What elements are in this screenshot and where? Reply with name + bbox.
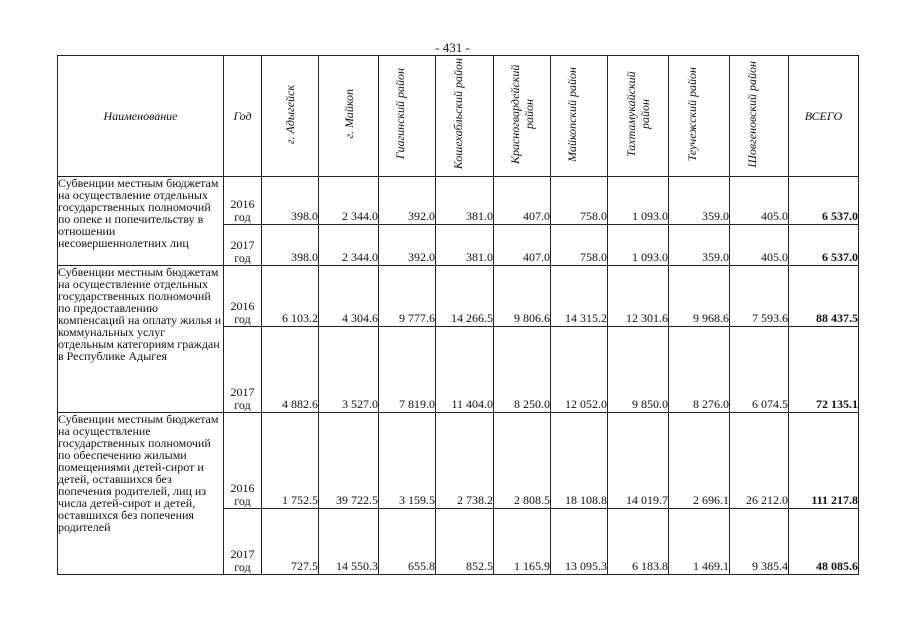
cell-value: 4 304.6 <box>319 266 379 327</box>
cell-value: 758.0 <box>551 177 608 225</box>
table-row <box>58 266 859 327</box>
cell-value: 407.0 <box>494 177 551 225</box>
row-year: 2017 год <box>224 509 262 575</box>
header-col-label: Шовгеновский район <box>745 60 759 168</box>
cell-value: 18 108.8 <box>551 413 608 509</box>
cell-value: 398.0 <box>262 177 319 225</box>
cell-value: 14 019.7 <box>608 413 669 509</box>
header-row <box>58 56 859 177</box>
cell-value: 11 404.0 <box>436 327 494 413</box>
cell-value: 9 850.0 <box>608 327 669 413</box>
cell-value: 14 266.5 <box>436 266 494 327</box>
cell-total: 88 437.5 <box>789 266 859 327</box>
cell-value: 2 344.0 <box>319 225 379 266</box>
header-col-label: Тахтамукайский район <box>624 71 652 157</box>
cell-total: 111 217.8 <box>789 413 859 509</box>
cell-value: 9 968.6 <box>669 266 730 327</box>
cell-value: 9 385.4 <box>730 509 789 575</box>
cell-total: 72 135.1 <box>789 327 859 413</box>
cell-value: 6 103.2 <box>262 266 319 327</box>
row-year: 2017 год <box>224 327 262 413</box>
cell-value: 359.0 <box>669 225 730 266</box>
header-col <box>551 56 608 177</box>
cell-value: 14 550.3 <box>319 509 379 575</box>
header-col-label: Красногвардейский район <box>508 64 536 164</box>
header-col <box>379 56 436 177</box>
header-col <box>669 56 730 177</box>
cell-value: 2 344.0 <box>319 177 379 225</box>
page-number: - 431 - <box>435 40 470 55</box>
cell-total: 6 537.0 <box>789 225 859 266</box>
cell-value: 1 469.1 <box>669 509 730 575</box>
cell-value: 2 696.1 <box>669 413 730 509</box>
cell-value: 2 738.2 <box>436 413 494 509</box>
cell-value: 13 095.3 <box>551 509 608 575</box>
cell-value: 6 183.8 <box>608 509 669 575</box>
cell-value: 8 250.0 <box>494 327 551 413</box>
header-col <box>730 56 789 177</box>
cell-value: 1 165.9 <box>494 509 551 575</box>
header-col <box>608 56 669 177</box>
cell-value: 758.0 <box>551 225 608 266</box>
cell-value: 2 808.5 <box>494 413 551 509</box>
cell-value: 1 752.5 <box>262 413 319 509</box>
cell-value: 359.0 <box>669 177 730 225</box>
row-name: Субвенции местным бюджетам на осуществление отдельных государственных полномочий по опеке и попечительству в отношении несовершеннолетних лиц <box>58 177 224 266</box>
header-year: Год <box>224 56 262 177</box>
cell-value: 1 093.0 <box>608 225 669 266</box>
row-year: 2016 год <box>224 413 262 509</box>
cell-value: 407.0 <box>494 225 551 266</box>
header-col-label: Теучежский район <box>685 66 699 162</box>
cell-value: 7 819.0 <box>379 327 436 413</box>
row-year: 2017 год <box>224 225 262 266</box>
cell-value: 405.0 <box>730 225 789 266</box>
cell-value: 12 052.0 <box>551 327 608 413</box>
header-col-label: г. Майкоп <box>341 89 356 139</box>
table-row <box>58 413 859 509</box>
cell-value: 14 315.2 <box>551 266 608 327</box>
table-row <box>58 177 859 225</box>
cell-value: 6 074.5 <box>730 327 789 413</box>
cell-value: 3 527.0 <box>319 327 379 413</box>
header-col-label: Кошехабльский район <box>450 58 465 170</box>
cell-value: 727.5 <box>262 509 319 575</box>
header-col-label: Гиагинский район <box>393 68 407 160</box>
cell-value: 4 882.6 <box>262 327 319 413</box>
cell-total: 6 537.0 <box>789 177 859 225</box>
row-name: Субвенции местным бюджетам на осуществление отдельных государственных полномочий по предоставлению компенсаций на оплату жилья и коммунальных услуг отдельным категориям граждан в Республике Адыгея <box>58 266 224 413</box>
cell-value: 7 593.6 <box>730 266 789 327</box>
row-year: 2016 год <box>224 266 262 327</box>
cell-value: 852.5 <box>436 509 494 575</box>
cell-value: 9 806.6 <box>494 266 551 327</box>
cell-value: 655.8 <box>379 509 436 575</box>
row-year: 2016 год <box>224 177 262 225</box>
header-col <box>319 56 379 177</box>
cell-value: 9 777.6 <box>379 266 436 327</box>
header-total: ВСЕГО <box>789 56 859 177</box>
cell-value: 392.0 <box>379 225 436 266</box>
row-name: Субвенции местным бюджетам на осуществление государственных полномочий по обеспечению жилыми помещениями детей-сирот и детей, оставшихся без попечения родителей, лиц из числа детей-сирот и детей, оставшихся без попечения родителей <box>58 413 224 575</box>
header-col <box>436 56 494 177</box>
cell-value: 26 212.0 <box>730 413 789 509</box>
cell-value: 381.0 <box>436 177 494 225</box>
cell-value: 3 159.5 <box>379 413 436 509</box>
cell-value: 1 093.0 <box>608 177 669 225</box>
subsidies-table <box>57 55 859 575</box>
cell-value: 12 301.6 <box>608 266 669 327</box>
cell-value: 392.0 <box>379 177 436 225</box>
header-name: Наименование <box>58 56 224 177</box>
cell-value: 8 276.0 <box>669 327 730 413</box>
header-col <box>494 56 551 177</box>
cell-value: 39 722.5 <box>319 413 379 509</box>
header-col-label: Майкопский район <box>565 66 579 162</box>
cell-value: 398.0 <box>262 225 319 266</box>
header-col <box>262 56 319 177</box>
header-col-label: г. Адыгейск <box>283 84 297 144</box>
cell-value: 405.0 <box>730 177 789 225</box>
cell-total: 48 085.6 <box>789 509 859 575</box>
cell-value: 381.0 <box>436 225 494 266</box>
